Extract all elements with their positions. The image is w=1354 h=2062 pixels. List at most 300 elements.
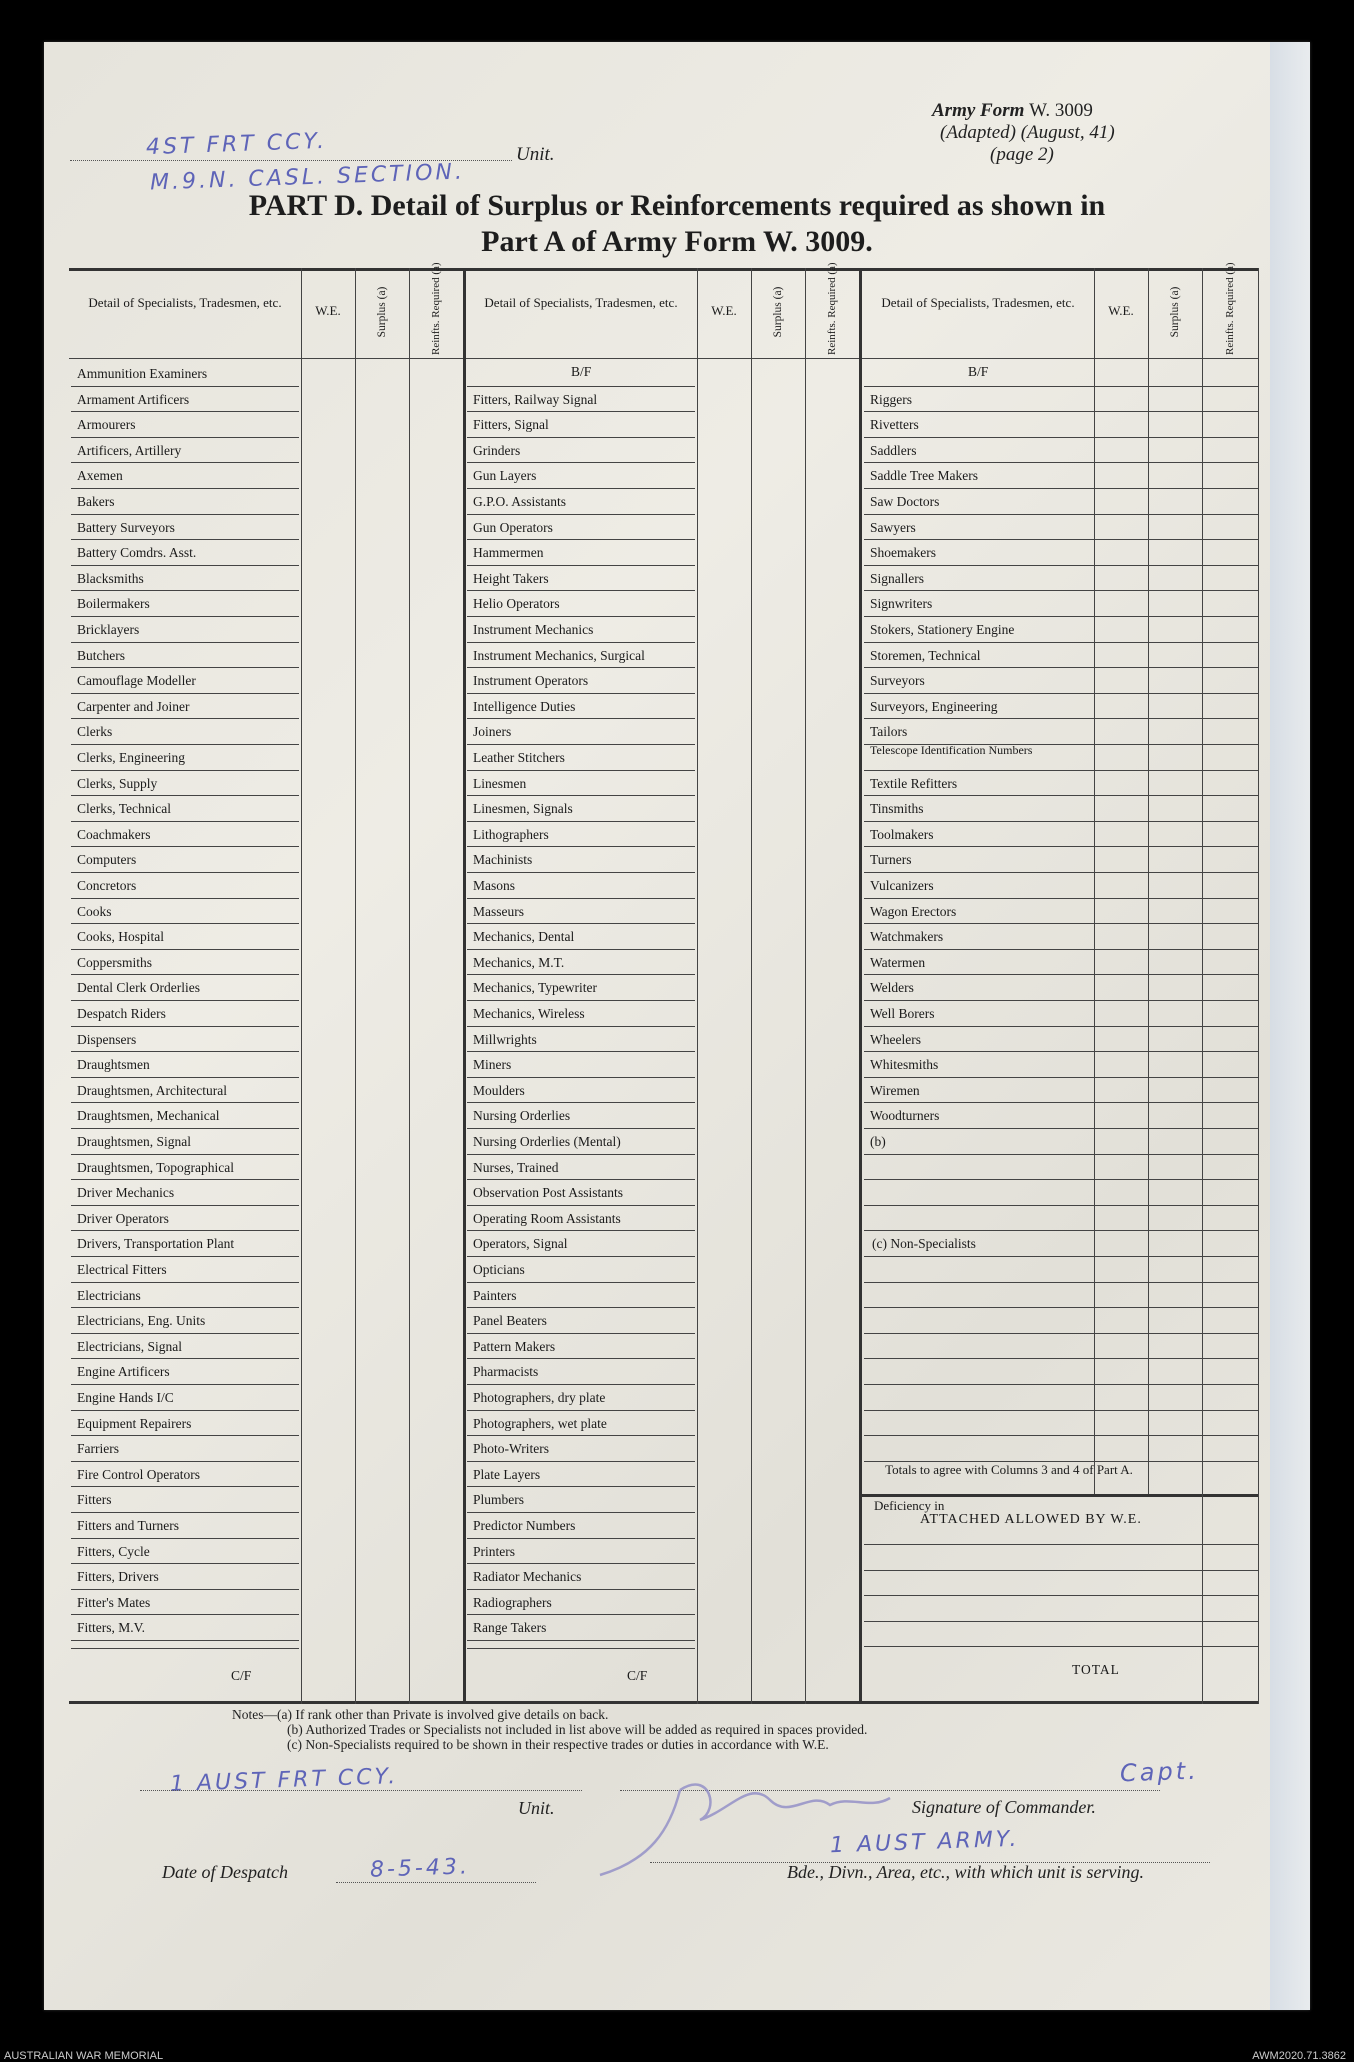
row-rule	[71, 795, 299, 796]
row-rule	[467, 1051, 695, 1052]
list-item: Signallers	[870, 570, 924, 586]
list-item: Riggers	[870, 391, 912, 407]
list-item: Well Borers	[870, 1006, 935, 1021]
list-item: Printers	[473, 1543, 515, 1559]
row-rule	[71, 1102, 299, 1103]
list-item: Computers	[77, 852, 137, 868]
row-rule	[864, 1358, 1258, 1359]
row-rule	[71, 1282, 299, 1283]
row-rule	[864, 437, 1258, 438]
row-rule	[467, 1128, 695, 1129]
row-rule	[467, 795, 695, 796]
row-rule	[71, 1461, 299, 1462]
header-surplus: Surplus (a)	[1169, 286, 1181, 338]
list-item: Mechanics, Typewriter	[473, 980, 598, 996]
column-rule	[1258, 268, 1259, 1704]
list-item: Drivers, Transportation Plant	[77, 1236, 235, 1252]
list-item: Instrument Mechanics, Surgical	[473, 647, 645, 663]
list-item: Instrument Operators	[473, 673, 589, 689]
row-rule	[71, 1256, 299, 1257]
total-column-rule	[1202, 1494, 1203, 1704]
list-item: Cooks, Hospital	[77, 929, 165, 945]
list-item: Wiremen	[870, 1082, 920, 1098]
row-rule	[864, 1179, 1258, 1180]
header-surplus: Surplus (a)	[772, 286, 784, 338]
attached-row-rule	[864, 1570, 1258, 1571]
row-rule	[467, 1205, 695, 1206]
column-rule	[1094, 268, 1095, 1494]
list-item: Opticians	[473, 1262, 525, 1277]
row-rule	[864, 1435, 1258, 1436]
row-rule	[864, 1230, 1258, 1231]
totals-note: Totals to agree with Columns 3 and 4 of Part A.	[885, 1462, 1133, 1477]
row-rule	[864, 1102, 1258, 1103]
header-we: W.E.	[711, 303, 737, 318]
row-rule	[467, 1282, 695, 1283]
list-item: Instrument Mechanics	[473, 622, 594, 637]
row-rule	[864, 616, 1258, 617]
row-rule	[467, 1614, 695, 1615]
column-rule	[355, 268, 356, 1704]
list-item: (b)	[870, 1134, 886, 1149]
row-rule	[467, 1000, 695, 1001]
row-rule	[467, 898, 695, 899]
row-rule	[864, 1026, 1258, 1027]
column-rule	[1148, 268, 1149, 1494]
row-rule	[467, 1461, 695, 1462]
row-rule	[864, 718, 1258, 719]
list-item: Fitters, Cycle	[77, 1543, 150, 1559]
list-item: Mechanics, Dental	[473, 929, 575, 945]
row-rule	[71, 565, 299, 566]
row-rule	[864, 590, 1258, 591]
row-rule	[71, 590, 299, 591]
list-item: Rivetters	[870, 417, 919, 433]
list-item: Fitters, Railway Signal	[473, 391, 598, 407]
row-rule	[864, 1051, 1258, 1052]
row-rule	[71, 437, 299, 438]
header-reinfts: Reinfts. Required (a)	[1224, 262, 1236, 355]
row-rule	[467, 1384, 695, 1385]
footer-unit-line	[140, 1790, 582, 1791]
row-rule	[467, 1589, 695, 1590]
row-rule	[864, 1282, 1258, 1283]
list-item: Draughtsmen, Architectural	[77, 1082, 227, 1098]
list-item: Tinsmiths	[870, 801, 924, 817]
list-item: Battery Surveyors	[77, 519, 175, 535]
list-item: Electricians	[77, 1287, 141, 1303]
row-rule	[864, 872, 1258, 873]
bde-handwritten: 1 AUST ARMY.	[829, 1826, 1020, 1859]
list-item: Textile Refitters	[870, 775, 958, 791]
list-item: Leather Stitchers	[473, 750, 565, 765]
row-rule	[467, 1179, 695, 1180]
list-item: Moulders	[473, 1082, 525, 1098]
row-rule	[71, 1410, 299, 1411]
list-item: Driver Mechanics	[77, 1185, 175, 1201]
row-rule	[467, 1154, 695, 1155]
totals-rule	[862, 1494, 1258, 1497]
date-value: 8-5-43.	[369, 1854, 471, 1883]
row-rule	[71, 923, 299, 924]
list-item: Painters	[473, 1287, 517, 1303]
row-rule	[467, 616, 695, 617]
list-item: Surveyors, Engineering	[870, 698, 998, 714]
row-rule	[71, 821, 299, 822]
list-item: Operators, Signal	[473, 1236, 568, 1252]
row-rule	[71, 846, 299, 847]
row-rule	[467, 1563, 695, 1564]
list-item: Observation Post Assistants	[473, 1185, 624, 1201]
list-item: Coppersmiths	[77, 954, 153, 970]
row-rule	[864, 1333, 1258, 1334]
list-item: Pattern Makers	[473, 1338, 556, 1354]
caption-right: AWM2020.71.3862	[1252, 2050, 1346, 2062]
list-item: Electrical Fitters	[77, 1262, 167, 1277]
attached-row-rule	[864, 1646, 1258, 1647]
list-item: Fitters, Drivers	[77, 1569, 159, 1585]
row-rule	[71, 1614, 299, 1615]
deficiency-label: Deficiency in	[874, 1498, 945, 1513]
row-rule	[467, 744, 695, 745]
header-reinfts: Reinfts. Required (a)	[430, 262, 442, 355]
row-rule	[71, 744, 299, 745]
list-item: Lithographers	[473, 826, 549, 842]
row-rule	[864, 795, 1258, 796]
row-rule	[467, 1307, 695, 1308]
row-rule	[864, 462, 1258, 463]
list-item: Clerks, Engineering	[77, 750, 185, 765]
row-rule	[71, 718, 299, 719]
row-rule	[71, 1589, 299, 1590]
row-rule	[71, 1000, 299, 1001]
list-item: Miners	[473, 1057, 512, 1073]
row-rule	[864, 693, 1258, 694]
list-item: Carpenter and Joiner	[77, 698, 190, 714]
list-item: Concretors	[77, 878, 137, 893]
row-rule	[467, 1102, 695, 1103]
list-item: Draughtsmen	[77, 1057, 150, 1073]
list-item: Millwrights	[473, 1031, 537, 1047]
row-rule	[467, 1640, 695, 1641]
list-item: Welders	[870, 980, 914, 996]
list-item: Clerks, Technical	[77, 801, 172, 817]
row-rule	[71, 1205, 299, 1206]
list-item: Fitters, M.V.	[77, 1620, 146, 1636]
list-item: Linesmen	[473, 775, 527, 791]
list-item: Electricians, Signal	[77, 1338, 182, 1354]
row-rule	[71, 1051, 299, 1052]
footer-unit-handwritten: 1 AUST FRT CCY.	[169, 1764, 399, 1797]
row-rule	[71, 411, 299, 412]
list-item: Gun Layers	[473, 468, 537, 484]
row-rule	[71, 1230, 299, 1231]
list-item: Height Takers	[473, 570, 549, 586]
list-item: Helio Operators	[473, 596, 560, 612]
total-label: TOTAL	[1072, 1662, 1120, 1677]
row-rule	[864, 1000, 1258, 1001]
list-item: Joiners	[473, 724, 512, 740]
row-rule	[864, 1410, 1258, 1411]
row-rule	[71, 539, 299, 540]
row-rule	[467, 1230, 695, 1231]
list-item: Pharmacists	[473, 1364, 539, 1380]
list-item: Fitters, Signal	[473, 417, 549, 433]
row-rule	[71, 1512, 299, 1513]
row-rule	[467, 1486, 695, 1487]
list-item: Coachmakers	[77, 826, 151, 842]
list-item: Bricklayers	[77, 622, 140, 637]
list-item: Masons	[473, 878, 516, 893]
cf-label: C/F	[627, 1668, 648, 1683]
list-item: Turners	[870, 852, 912, 868]
list-item: Predictor Numbers	[473, 1518, 576, 1533]
list-item: Armourers	[77, 417, 136, 433]
header-reinfts: Reinfts. Required (a)	[826, 262, 838, 355]
list-item: Draughtsmen, Signal	[77, 1134, 191, 1149]
column-rule	[463, 268, 466, 1704]
row-rule	[864, 821, 1258, 822]
attached-row-rule	[864, 1621, 1258, 1622]
row-rule	[864, 539, 1258, 540]
signature-rank: Capt.	[1119, 1756, 1200, 1788]
attached-row-rule	[864, 1595, 1258, 1596]
row-rule	[71, 949, 299, 950]
table-bottom-rule	[69, 1701, 1258, 1704]
list-item: Machinists	[473, 852, 533, 868]
row-rule	[467, 1358, 695, 1359]
list-item: Saddlers	[870, 442, 917, 458]
list-item: Cooks	[77, 903, 112, 919]
header-detail: Detail of Specialists, Tradesmen, etc.	[484, 295, 678, 310]
list-item: Driver Operators	[77, 1210, 169, 1226]
row-rule	[864, 949, 1258, 950]
column-rule	[751, 268, 752, 1704]
list-item: Radiographers	[473, 1594, 552, 1610]
list-item: Dental Clerk Orderlies	[77, 980, 200, 996]
list-item: Intelligence Duties	[473, 698, 576, 714]
list-item: Clerks	[77, 724, 113, 740]
list-item: Tailors	[870, 724, 908, 740]
row-rule	[467, 1026, 695, 1027]
list-item: Engine Hands I/C	[77, 1390, 174, 1405]
list-item: Bakers	[77, 494, 115, 509]
row-rule	[467, 821, 695, 822]
column-rule	[1202, 268, 1203, 1494]
form-page: (page 2)	[990, 144, 1054, 165]
row-rule	[467, 590, 695, 591]
attached-label: ATTACHED ALLOWED BY W.E.	[920, 1512, 1142, 1527]
list-item: Photo-Writers	[473, 1441, 549, 1457]
footer-unit-label: Unit.	[518, 1798, 555, 1818]
bf-label: B/F	[571, 364, 592, 379]
row-rule	[864, 1384, 1258, 1385]
row-rule	[467, 667, 695, 668]
row-rule	[71, 1640, 299, 1641]
row-rule	[467, 1410, 695, 1411]
list-item: Plate Layers	[473, 1466, 541, 1482]
row-rule	[864, 1256, 1258, 1257]
row-rule	[71, 1333, 299, 1334]
list-item: Plumbers	[473, 1492, 525, 1508]
list-item: Surveyors	[870, 673, 925, 689]
unit-handwritten: 4ST FRT CCY.	[145, 128, 328, 161]
list-item: Operating Room Assistants	[473, 1210, 621, 1226]
row-rule	[71, 667, 299, 668]
list-item: Wagon Erectors	[870, 903, 957, 919]
list-item: Sawyers	[870, 519, 916, 535]
row-rule	[71, 386, 299, 387]
row-rule	[467, 770, 695, 771]
row-rule	[467, 437, 695, 438]
list-item: Camouflage Modeller	[77, 673, 196, 689]
row-rule	[864, 898, 1258, 899]
header-surplus: Surplus (a)	[376, 286, 388, 338]
list-item: Photographers, dry plate	[473, 1390, 606, 1405]
row-rule	[71, 1128, 299, 1129]
attached-row-rule	[864, 1544, 1258, 1545]
title-line-2: Part A of Army Form W. 3009.	[481, 225, 873, 258]
list-item: Stokers, Stationery Engine	[870, 622, 1015, 637]
list-item: Equipment Repairers	[77, 1415, 192, 1431]
row-rule	[864, 923, 1258, 924]
list-item: Watermen	[870, 954, 926, 970]
caption-left: AUSTRALIAN WAR MEMORIAL	[4, 2050, 164, 2062]
cf-label: C/F	[231, 1668, 252, 1683]
list-item: Saddle Tree Makers	[870, 468, 978, 484]
cf-rule	[467, 1648, 695, 1649]
column-rule	[409, 268, 410, 1704]
column-rule	[805, 268, 806, 1704]
non-specialists-label: (c) Non-Specialists	[872, 1236, 976, 1252]
row-rule	[467, 1333, 695, 1334]
list-item: Fitter's Mates	[77, 1594, 151, 1610]
row-rule	[467, 974, 695, 975]
table-top-rule	[69, 268, 1258, 271]
header-we: W.E.	[315, 303, 341, 318]
list-item: G.P.O. Assistants	[473, 494, 567, 509]
row-rule	[71, 616, 299, 617]
list-item: Linesmen, Signals	[473, 801, 573, 817]
list-item: Vulcanizers	[870, 878, 934, 893]
list-item: Draughtsmen, Mechanical	[77, 1108, 220, 1124]
row-rule	[467, 1435, 695, 1436]
bf-label: B/F	[968, 364, 989, 379]
title-line-1: PART D. Detail of Surplus or Reinforcements required as shown in	[248, 189, 1106, 222]
list-item: Masseurs	[473, 903, 524, 919]
row-rule	[864, 514, 1258, 515]
signature-label: Signature of Commander.	[912, 1797, 1096, 1817]
row-rule	[864, 565, 1258, 566]
row-rule	[864, 1154, 1258, 1155]
row-rule	[864, 411, 1258, 412]
row-rule	[467, 411, 695, 412]
row-rule	[71, 1307, 299, 1308]
header-we: W.E.	[1108, 303, 1134, 318]
row-rule	[467, 514, 695, 515]
list-item: Artificers, Artillery	[77, 442, 182, 458]
list-item: Radiator Mechanics	[473, 1569, 582, 1585]
list-item: Wheelers	[870, 1031, 921, 1047]
list-item: Saw Doctors	[870, 494, 940, 509]
list-item: Telescope Identification Numbers	[870, 743, 1033, 757]
row-rule	[71, 1384, 299, 1385]
row-rule	[864, 974, 1258, 975]
list-item: Fitters and Turners	[77, 1518, 180, 1533]
list-item: Despatch Riders	[77, 1006, 166, 1021]
row-rule	[71, 1026, 299, 1027]
paper-edge	[1270, 42, 1310, 2010]
list-item: Draughtsmen, Topographical	[77, 1159, 235, 1175]
row-rule	[71, 872, 299, 873]
row-rule	[71, 1154, 299, 1155]
list-item: Grinders	[473, 442, 521, 458]
column-rule	[697, 268, 698, 1704]
cf-rule	[71, 1648, 299, 1649]
row-rule	[71, 1563, 299, 1564]
row-rule	[864, 488, 1258, 489]
form-adapted: (Adapted) (August, 41)	[940, 122, 1115, 143]
row-rule	[71, 642, 299, 643]
list-item: Nursing Orderlies (Mental)	[473, 1134, 621, 1149]
row-rule	[71, 1179, 299, 1180]
row-rule	[864, 386, 1258, 387]
row-rule	[467, 693, 695, 694]
row-rule	[71, 1077, 299, 1078]
row-rule	[467, 872, 695, 873]
list-item: Axemen	[77, 468, 123, 484]
list-item: Mechanics, M.T.	[473, 954, 565, 970]
list-item: Farriers	[77, 1441, 119, 1457]
row-rule	[71, 974, 299, 975]
form-id: Army Form W. 3009	[932, 100, 1093, 121]
row-rule	[467, 949, 695, 950]
row-rule	[467, 462, 695, 463]
row-rule	[864, 770, 1258, 771]
row-rule	[467, 1512, 695, 1513]
row-rule	[467, 539, 695, 540]
row-rule	[864, 1205, 1258, 1206]
list-item: Battery Comdrs. Asst.	[77, 545, 197, 561]
header-bottom-rule	[69, 358, 1258, 359]
list-item: Mechanics, Wireless	[473, 1006, 585, 1021]
list-item: Engine Artificers	[77, 1364, 170, 1380]
row-rule	[467, 846, 695, 847]
row-rule	[467, 923, 695, 924]
header-detail: Detail of Specialists, Tradesmen, etc.	[881, 295, 1075, 310]
unit-label: Unit.	[516, 144, 555, 165]
list-item: Dispensers	[77, 1031, 137, 1047]
list-item: Electricians, Eng. Units	[77, 1313, 206, 1329]
row-rule	[71, 770, 299, 771]
row-rule	[71, 514, 299, 515]
row-rule	[467, 718, 695, 719]
list-item: Armament Artificers	[77, 391, 190, 407]
list-item: Blacksmiths	[77, 570, 144, 586]
list-item: Fire Control Operators	[77, 1466, 200, 1482]
row-rule	[71, 898, 299, 899]
list-item: Watchmakers	[870, 929, 944, 945]
row-rule	[71, 1538, 299, 1539]
list-item: Toolmakers	[870, 826, 934, 842]
list-item: Woodturners	[870, 1108, 940, 1124]
row-rule	[71, 1435, 299, 1436]
row-rule	[467, 1538, 695, 1539]
notes: Notes—(a) If rank other than Private is involved give details on back. (b) Authorized Trades or Specialists not included in list above will be added as required in spaces provided. (c) Non-Specialists required to be shown in their respective trades or duties in accordance with W.E.	[232, 1707, 868, 1752]
page-title	[0, 188, 1354, 260]
date-line	[336, 1882, 536, 1883]
list-item: Signwriters	[870, 596, 933, 612]
